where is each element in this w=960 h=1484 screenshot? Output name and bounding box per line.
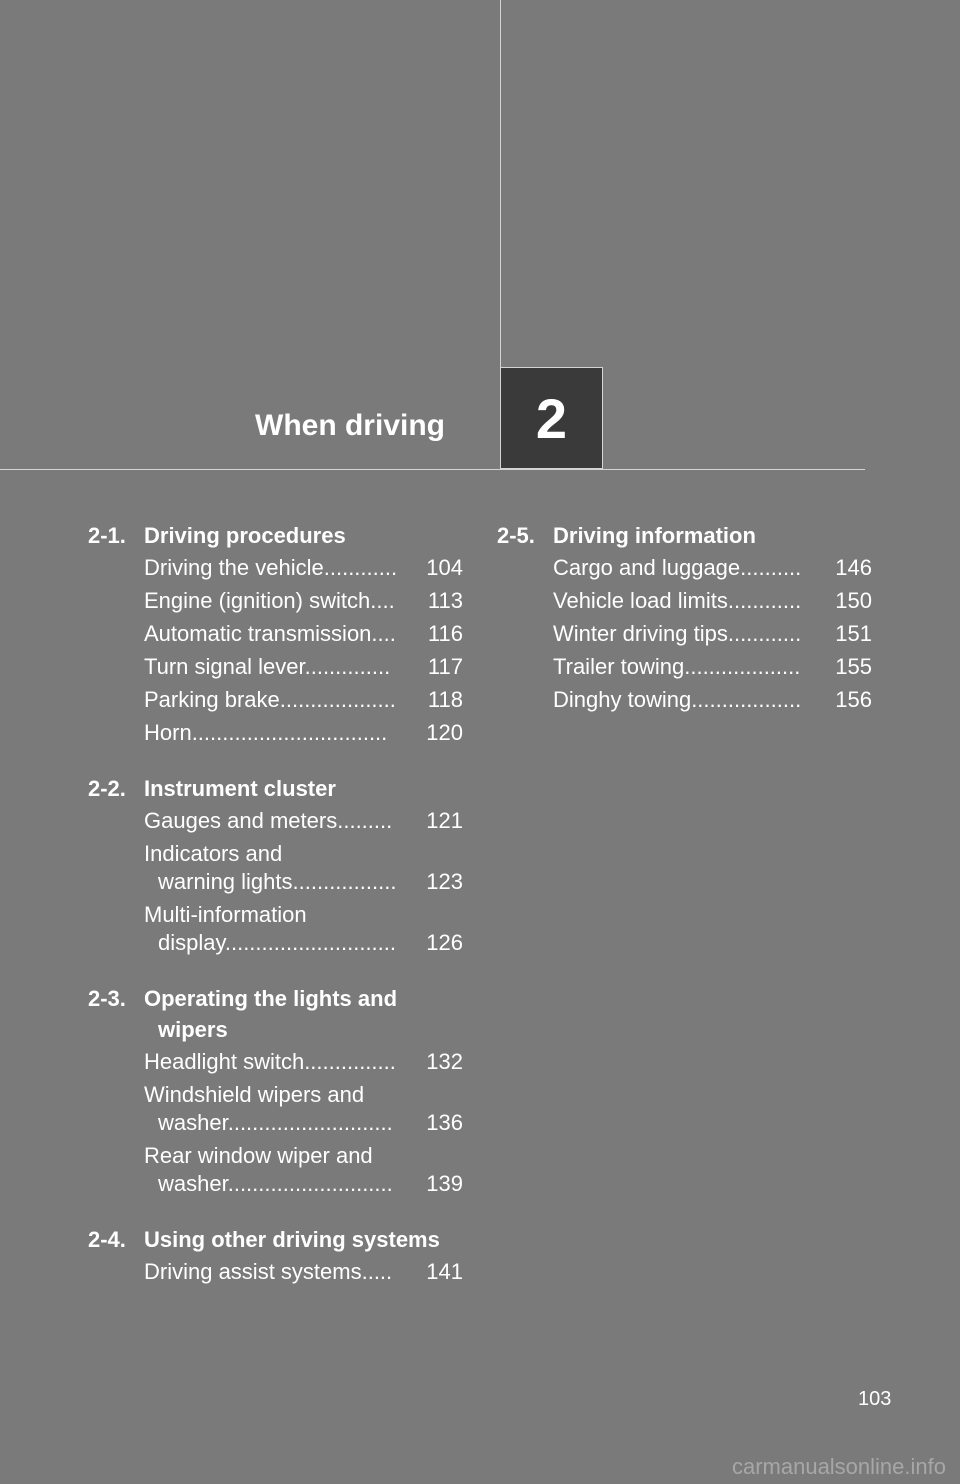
toc-entry[interactable] [144,1142,463,1198]
leader-dots: ............... [304,1049,396,1074]
toc-entry[interactable] [144,554,463,582]
toc-entry[interactable] [144,719,463,747]
section-title-line: Driving information [553,523,756,548]
entry-label [144,653,407,681]
section-title-line: Operating the lights and [144,986,398,1011]
entry-label [144,1142,407,1198]
entry-label [553,554,816,582]
section-title-line: Instrument cluster [144,776,336,801]
entry-label-line: Multi-information [144,902,307,927]
entry-label [144,719,407,747]
leader-dots: .............. [304,654,391,679]
section-title [144,773,463,804]
toc-entry[interactable] [144,1258,463,1286]
entry-page-number: 121 [426,808,463,833]
toc-right-column [497,520,872,740]
entry-label-line: Engine (ignition) switch.... [144,588,395,613]
entry-page-number: 123 [426,869,463,894]
toc-entry[interactable] [553,653,872,681]
leader-dots: ................... [279,687,396,712]
section-heading [88,983,463,1045]
entry-label [144,620,407,648]
section-title-line: Driving procedures [144,523,346,548]
entry-label-line: Headlight switch............... [144,1049,396,1074]
leader-dots: ................... [684,654,801,679]
entry-label-line: display............................ [158,930,397,955]
entry-label [553,686,816,714]
leader-dots: .......... [740,555,802,580]
section-title [553,520,872,551]
entry-page-number: 120 [426,720,463,745]
toc-section [88,773,463,957]
entry-label-line: Cargo and luggage.......... [553,555,802,580]
entry-label [144,686,407,714]
watermark: carmanualsonline.info [731,1454,946,1479]
toc-entry[interactable] [553,554,872,582]
section-title [144,1224,463,1255]
entry-page-number: 118 [427,687,463,712]
toc-section [88,1224,463,1286]
entry-label [553,587,816,615]
entry-label-line: Rear window wiper and [144,1143,373,1168]
entry-label-line: washer........................... [158,1110,393,1135]
entry-label [144,587,407,615]
entry-page-number: 104 [426,555,463,580]
entry-label [553,620,816,648]
leader-dots: ........................... [227,1171,393,1196]
entry-page-number: 150 [835,588,872,613]
toc-entry[interactable] [144,653,463,681]
entry-label [144,1258,407,1286]
section-number: 2-4. [88,1227,126,1252]
entry-page-number: 151 [835,621,872,646]
leader-dots: ......... [337,808,393,833]
section-title [144,983,463,1045]
toc-section [497,520,872,714]
chapter-number-box [500,367,603,469]
entry-label-line: Automatic transmission.... [144,621,396,646]
toc-entry[interactable] [144,587,463,615]
entry-label-line: Trailer towing................... [553,654,801,679]
entry-label-line: Horn................................ [144,720,388,745]
entry-label-line: Winter driving tips............ [553,621,802,646]
toc-entry[interactable] [144,1081,463,1137]
entry-page-number: 126 [426,930,463,955]
entry-label-line: Gauges and meters......... [144,808,393,833]
entry-page-number: 156 [835,687,872,712]
entry-label-line: Parking brake................... [144,687,396,712]
toc-entry[interactable] [144,620,463,648]
entry-label-line: Dinghy towing.................. [553,687,802,712]
toc-section [88,983,463,1198]
toc-entry[interactable] [144,686,463,714]
toc-entry[interactable] [553,620,872,648]
entry-page-number: 146 [835,555,872,580]
toc-entry[interactable] [144,1048,463,1076]
entry-label-line: Turn signal lever.............. [144,654,391,679]
leader-dots: .... [371,621,396,646]
entry-label-line: Vehicle load limits............ [553,588,802,613]
entry-page-number: 139 [426,1171,463,1196]
section-title-line: Using other driving systems [144,1227,440,1252]
section-heading [88,1224,463,1255]
entry-page-number: 136 [426,1110,463,1135]
entry-page-number: 116 [427,621,463,646]
horizontal-rule [0,469,865,470]
leader-dots: .................. [691,687,802,712]
entry-label-line: Driving the vehicle............ [144,555,398,580]
section-number: 2-3. [88,986,126,1011]
leader-dots: ................................ [191,720,388,745]
toc-entry[interactable] [553,686,872,714]
section-number: 2-2. [88,776,126,801]
section-title [144,520,463,551]
toc-left-column [88,520,463,1312]
leader-dots: ............ [727,621,802,646]
page-number: 103 [858,1388,892,1410]
section-title-line: wipers [158,1017,228,1042]
chapter-title: When driving [255,409,445,442]
leader-dots: ............................ [224,930,397,955]
section-number: 2-5. [497,523,535,548]
entry-label [144,1081,407,1137]
leader-dots: ............ [727,588,802,613]
entry-label [144,901,407,957]
section-number: 2-1. [88,523,126,548]
entry-label [144,554,407,582]
entry-label-line: warning lights................. [158,869,397,894]
toc-entry[interactable] [144,807,463,835]
leader-dots: ........................... [227,1110,393,1135]
entry-page-number: 132 [426,1049,463,1074]
section-heading [88,520,463,551]
entry-label [144,840,407,896]
leader-dots: .... [370,588,395,613]
entry-label-line: Indicators and [144,841,283,866]
section-heading [497,520,872,551]
toc-section [88,520,463,747]
section-heading [88,773,463,804]
entry-label [144,807,407,835]
leader-dots: ................. [292,869,397,894]
entry-label [144,1048,407,1076]
entry-label [553,653,816,681]
toc-entry[interactable] [553,587,872,615]
entry-page-number: 117 [427,654,463,679]
toc-entry[interactable] [144,901,463,957]
entry-page-number: 113 [427,588,463,613]
leader-dots: ............ [323,555,398,580]
toc-entry[interactable] [144,840,463,896]
entry-label-line: Driving assist systems..... [144,1259,393,1284]
entry-label-line: Windshield wipers and [144,1082,365,1107]
leader-dots: ..... [361,1259,393,1284]
entry-page-number: 155 [835,654,872,679]
entry-label-line: washer........................... [158,1171,393,1196]
entry-page-number: 141 [426,1259,463,1284]
chapter-number: 2 [535,386,568,450]
